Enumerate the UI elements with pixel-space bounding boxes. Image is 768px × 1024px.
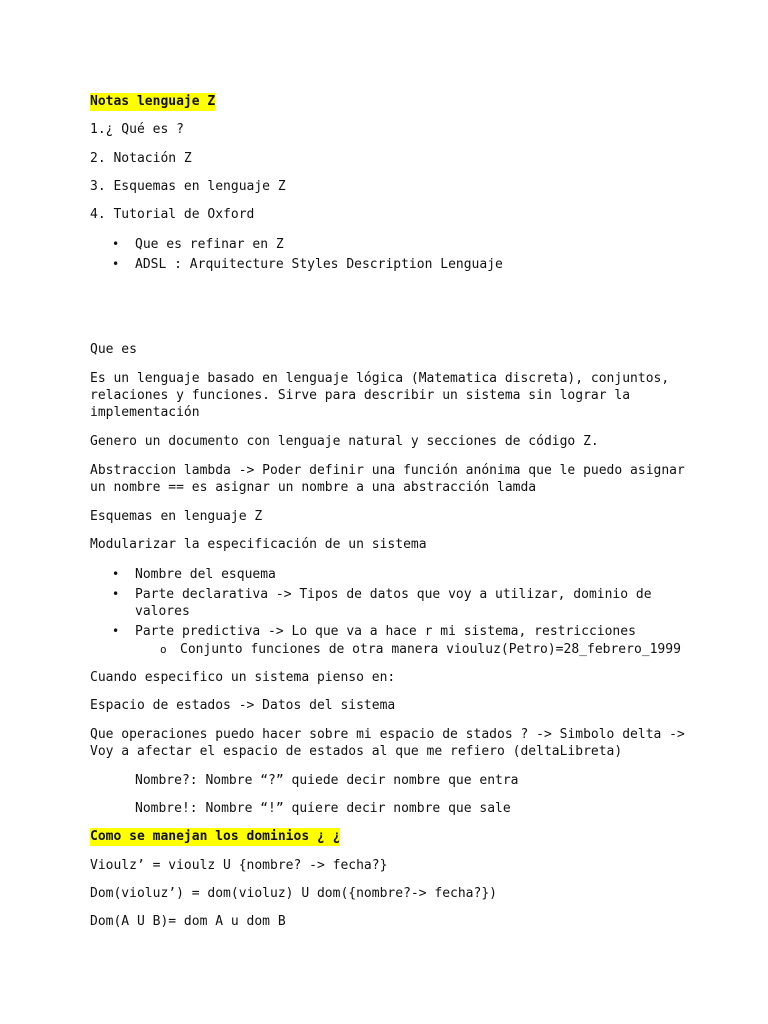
schema-bullet-1: Nombre del esquema xyxy=(135,567,276,582)
document-title: Notas lenguaje Z xyxy=(90,94,216,109)
toc-bullet-2: ADSL : Arquitecture Styles Description Lenguaje xyxy=(135,257,503,272)
paragraph-espacio-estados: Espacio de estados -> Datos del sistema xyxy=(90,698,396,713)
toc-item-1: 1.¿ Qué es ? xyxy=(90,122,184,137)
formula-2: Dom(violuz’) = dom(violuz) U dom({nombre?-> fecha?}) xyxy=(90,886,497,901)
formula-3: Dom(A U B)= dom A u dom B xyxy=(90,914,286,929)
bullet-icon: • xyxy=(112,257,120,271)
section-heading-dominios: Como se manejan los dominios ¿ ¿ xyxy=(90,829,341,844)
bullet-icon: • xyxy=(112,237,120,251)
paragraph-definition-line-3: implementación xyxy=(90,405,200,420)
bullet-icon: • xyxy=(112,567,120,581)
schema-sub-bullet: Conjunto funciones de otra manera viouluz(Petro)=28_febrero_1999 xyxy=(180,642,681,657)
paragraph-operaciones-line-1: Que operaciones puedo hacer sobre mi espacio de stados ? -> Simbolo delta -> xyxy=(90,727,685,742)
schema-bullet-2: Parte declarativa -> Tipos de datos que voy a utilizar, dominio de xyxy=(135,587,652,602)
toc-item-4: 4. Tutorial de Oxford xyxy=(90,207,255,222)
paragraph-modularizar: Modularizar la especificación de un sistema xyxy=(90,537,427,552)
toc-item-3: 3. Esquemas en lenguaje Z xyxy=(90,179,286,194)
bullet-icon: • xyxy=(112,587,120,601)
paragraph-documento: Genero un documento con lenguaje natural y secciones de código Z. xyxy=(90,434,599,449)
paragraph-lambda-line-1: Abstraccion lambda -> Poder definir una función anónima que le puedo asignar xyxy=(90,463,685,478)
paragraph-nombre-sale: Nombre!: Nombre “!” quiere decir nombre que sale xyxy=(135,801,511,816)
paragraph-definition-line-2: relaciones y funciones. Sirve para describir un sistema sin lograr la xyxy=(90,388,631,403)
paragraph-cuando-especifico: Cuando especifico un sistema pienso en: xyxy=(90,670,396,685)
sub-bullet-icon: o xyxy=(160,643,167,656)
section-heading-esquemas: Esquemas en lenguaje Z xyxy=(90,509,263,524)
bullet-icon: • xyxy=(112,624,120,638)
paragraph-lambda-line-2: un nombre == es asignar un nombre a una abstracción lamda xyxy=(90,480,537,495)
paragraph-nombre-entra: Nombre?: Nombre “?” quiede decir nombre que entra xyxy=(135,773,519,788)
schema-bullet-2-continued: valores xyxy=(135,604,190,619)
schema-bullet-3: Parte predictiva -> Lo que va a hace r mi sistema, restricciones xyxy=(135,624,636,639)
section-heading-que-es: Que es xyxy=(90,342,137,357)
toc-item-2: 2. Notación Z xyxy=(90,151,192,166)
toc-bullet-1: Que es refinar en Z xyxy=(135,237,284,252)
paragraph-definition-line-1: Es un lenguaje basado en lenguaje lógica (Matematica discreta), conjuntos, xyxy=(90,371,670,386)
formula-1: Vioulz’ = vioulz U {nombre? -> fecha?} xyxy=(90,858,388,873)
paragraph-operaciones-line-2: Voy a afectar el espacio de estados al que me refiero (deltaLibreta) xyxy=(90,744,623,759)
